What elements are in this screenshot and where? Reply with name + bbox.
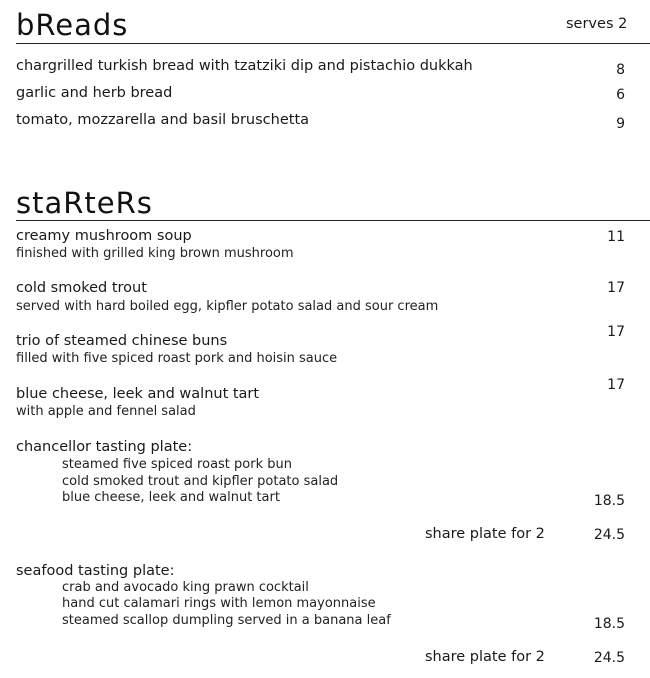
seafood-share-label: share plate for 2 [425, 649, 545, 665]
bread-item-price: 8 [616, 62, 625, 78]
starter-item-desc: filled with five spiced roast pork and hoisin sauce [16, 351, 338, 366]
chancellor-share-label: share plate for 2 [425, 526, 545, 542]
seafood-share-price: 24.5 [593, 650, 625, 666]
bread-item-name: chargrilled turkish bread with tzatziki dip and pistachio dukkah [16, 58, 473, 74]
starter-item-name: cold smoked trout [16, 280, 147, 296]
chancellor-plate-price: 18.5 [593, 493, 625, 509]
chancellor-plate-line: cold smoked trout and kipfler potato salad [62, 474, 339, 489]
seafood-plate-line: steamed scallop dumpling served in a banana leaf [62, 613, 391, 628]
serves-note: serves 2 [566, 16, 628, 32]
chancellor-share-price: 24.5 [593, 527, 625, 543]
starter-item-price: 17 [607, 280, 625, 296]
starter-item-price: 17 [607, 377, 625, 393]
starter-item-name: blue cheese, leek and walnut tart [16, 386, 260, 402]
starter-item-price: 11 [607, 229, 625, 245]
bread-item-price: 6 [616, 87, 625, 103]
starter-item-desc: finished with grilled king brown mushroom [16, 246, 294, 261]
chancellor-plate-name: chancellor tasting plate: [16, 439, 193, 455]
starter-item-desc: with apple and fennel salad [16, 404, 196, 419]
starter-item-price: 17 [607, 324, 625, 340]
starters-heading: staRteRs [16, 186, 153, 220]
bread-item-name: garlic and herb bread [16, 85, 173, 101]
seafood-plate-line: hand cut calamari rings with lemon mayonnaise [62, 596, 376, 611]
bread-item-price: 9 [616, 116, 625, 132]
chancellor-plate-line: steamed five spiced roast pork bun [62, 457, 292, 472]
starters-divider [16, 220, 650, 221]
starter-item-name: trio of steamed chinese buns [16, 333, 228, 349]
starter-item-name: creamy mushroom soup [16, 228, 192, 244]
seafood-plate-name: seafood tasting plate: [16, 563, 175, 579]
seafood-plate-price: 18.5 [593, 616, 625, 632]
breads-heading: bReads [16, 8, 129, 42]
bread-item-name: tomato, mozzarella and basil bruschetta [16, 112, 310, 128]
chancellor-plate-line: blue cheese, leek and walnut tart [62, 490, 280, 505]
starter-item-desc: served with hard boiled egg, kipfler potato salad and sour cream [16, 299, 439, 314]
seafood-plate-line: crab and avocado king prawn cocktail [62, 580, 309, 595]
breads-divider [16, 43, 650, 44]
